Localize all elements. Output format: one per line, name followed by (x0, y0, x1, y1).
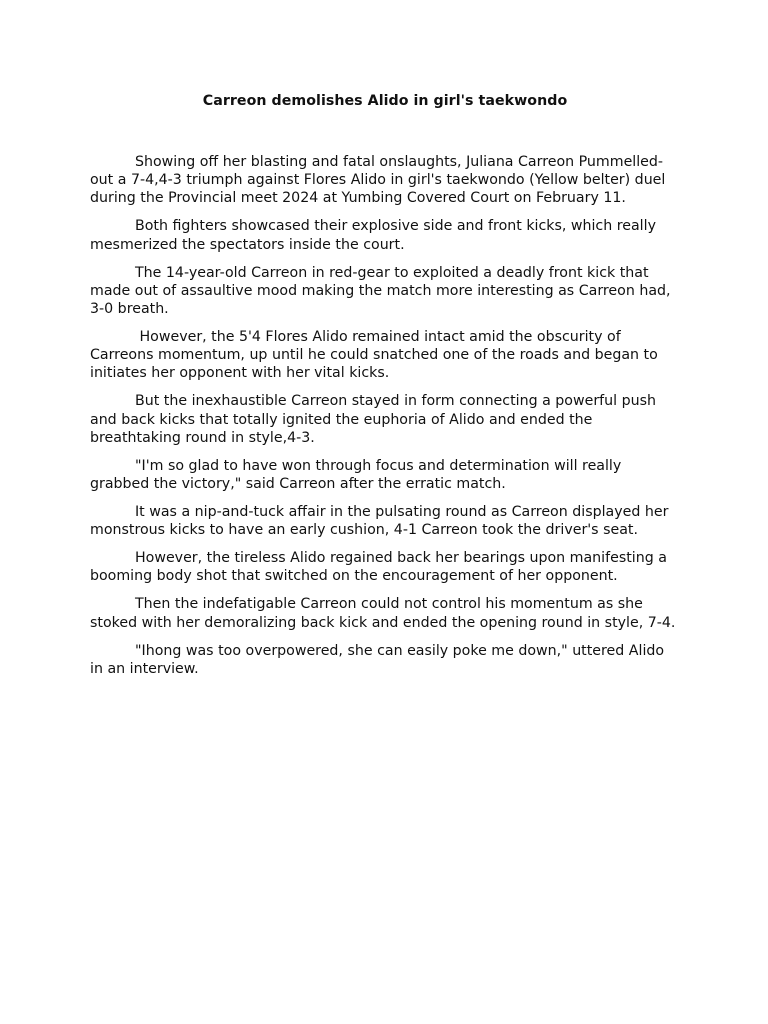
paragraph-8: However, the tireless Alido regained back her bearings upon manifesting a booming body shot that switched on the encouragement of her opponent. (90, 550, 672, 585)
paragraph-9: Then the indefatigable Carreon could not control his momentum as she stoked with her demoralizing back kick and ended the opening round in style, 7-4. (90, 596, 676, 631)
paragraph-10: "Ihong was too overpowered, she can easily poke me down," uttered Alido in an interview. (90, 642, 669, 677)
paragraph-6: "I'm so glad to have won through focus and determination will really grabbed the victory," said Carreon after the erratic match. (90, 457, 626, 493)
paragraph-2: Both fighters showcased their explosive side and front kicks, which really mesmerized the spectators inside the court. (90, 218, 661, 253)
paragraph-3: The 14-year-old Carreon in red-gear to exploited a deadly front kick that made out of assaultive mood making the match more interesting as Carreon had, 3-0 breath. (90, 264, 676, 318)
paragraph-1: Showing off her blasting and fatal onslaughts, Juliana Carreon Pummelled-out a 7-4,4-3 triumph against Flores Alido in girl's taekwondo (Yellow belter) duel during the Provincial meet 2024 at Yumbing Covered Court on February 11. (90, 154, 670, 207)
article-title: Carreon demolishes Alido in girl's taekwondo (202, 93, 568, 109)
paragraph-4: However, the 5'4 Flores Alido remained intact amid the obscurity of Carreons momentum, up until he could snatched one of the roads and began to initiates her opponent with her vital kicks. (90, 329, 663, 382)
paragraph-5: But the inexhaustible Carreon stayed in form connecting a powerful push and back kicks that totally ignited the euphoria of Alido and ended the breathtaking round in style,4-3. (90, 393, 661, 446)
document-page (90, 90, 680, 688)
paragraph-7: It was a nip-and-tuck affair in the pulsating round as Carreon displayed her monstrous kicks to have an early cushion, 4-1 Carreon took the driver's seat. (90, 504, 673, 539)
